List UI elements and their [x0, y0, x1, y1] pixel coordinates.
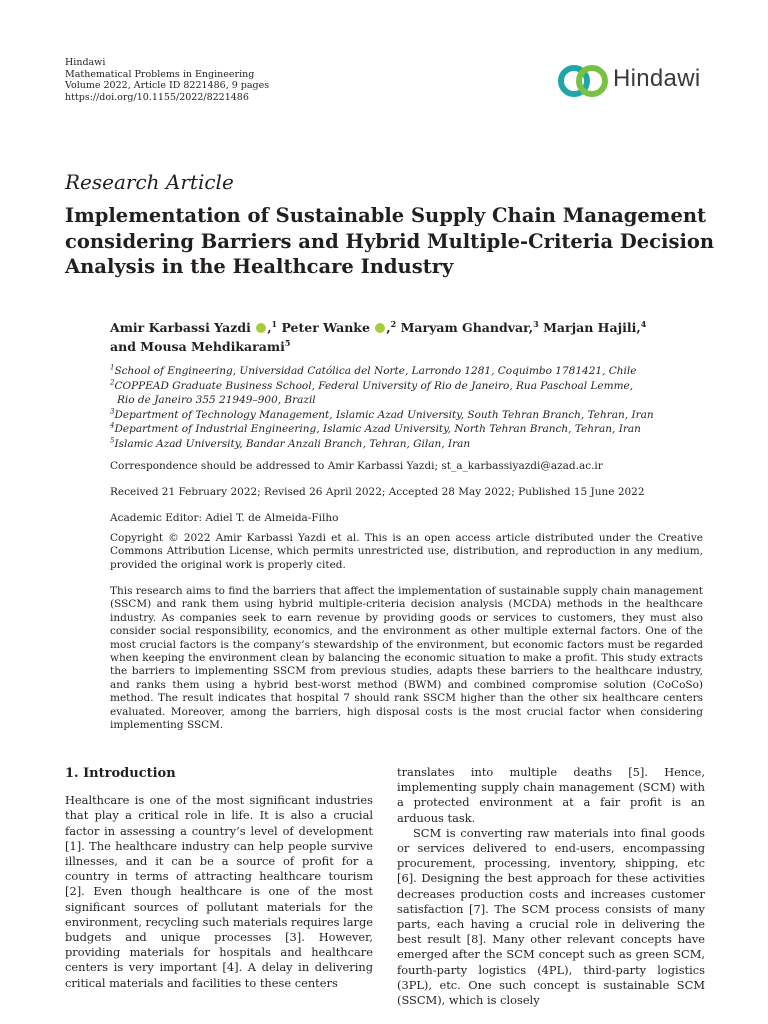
copyright-notice: Copyright © 2022 Amir Karbassi Yazdi et al. This is an open access article distributed under the Creative Commons Attribution License, which permits unrestricted use, distribution, and reproduction in any medium, provided the original work is properly cited.	[110, 532, 703, 571]
affiliation-text: Department of Industrial Engineering, Islamic Azad University, North Tehran Branch, Tehran, Iran	[114, 423, 641, 435]
affiliation-text: Islamic Azad University, Bandar Anzali Branch, Tehran, Gilan, Iran	[114, 437, 471, 450]
affiliation-sup: 4	[110, 421, 115, 430]
correspondence: Correspondence should be addressed to Amir Karbassi Yazdi; st_a_karbassiyazdi@azad.ac.ir	[110, 460, 603, 472]
affiliation-sup: 5	[110, 436, 115, 444]
affiliation-text: School of Engineering, Universidad Católica del Norte, Larrondo 1281, Coquimbo 1781421, Chile	[114, 365, 637, 377]
author-list: Amir Karbassi Yazdi ,$^1$ Peter Wanke ,$^2$ Maryam Ghandvar,$^3$ Marjan Hajili,$^4$ and Mousa Mehdikarami$^5$	[110, 318, 647, 354]
affiliation	[110, 422, 720, 437]
logo-text: Hindawi	[613, 65, 701, 92]
body-paragraph: Healthcare is one of the most significant industries that play a critical role in life. It is also a crucial factor in assessing a country’s level of development [1]. The healthcare industry can help people survive illnesses, and it can be a source of profit for a country in terms of attracting healthcare tourism [2]. Even though healthcare is one of the most significant sources of pollutant materials for the environment, recycling such materials requires large budgets and unique processes [3]. However, providing materials for hospitals and healthcare centers is very important [4]. A delay in delivering critical materials and facilities to these centers	[65, 793, 373, 990]
publication-dates: Received 21 February 2022; Revised 26 April 2022; Accepted 28 May 2022; Published 15 June 2022	[110, 486, 645, 498]
publisher-name: Hindawi	[65, 57, 106, 68]
abstract: This research aims to find the barriers that affect the implementation of sustainable supply chain management (SSCM) and rank them using hybrid multiple-criteria decision analysis (MCDA) methods in the healthcare industry. As companies seek to earn revenue by providing goods or services to customers, they must also consider social responsibility, economics, and the environment as other multiple external factors. One of the most crucial factors is the company’s stewardship of the environment, but economic factors must be regarded when keeping the environment clean by balancing the economic situation to make a profit. This study extracts the barriers to implementing SSCM from previous studies, adapts these barriers to the healthcare industry, and ranks them using a hybrid best-worst method (BWM) and combined compromise solution (CoCoSo) method. The result indicates that hospital 7 should rank SSCM higher than the other six healthcare centers evaluated. Moreover, among the barriers, high disposal costs is the most crucial factor when considering implementing SSCM.	[110, 585, 703, 732]
affiliation	[110, 408, 720, 423]
orcid-icon[interactable]	[256, 323, 266, 333]
affiliation	[110, 393, 720, 408]
doi-link[interactable]: https://doi.org/10.1155/2022/8221486	[65, 91, 249, 103]
author-sup: 4	[640, 318, 647, 329]
affiliation	[110, 379, 720, 394]
body-column-right	[397, 765, 705, 1008]
affiliation-text: Department of Technology Management, Islamic Azad University, South Tehran Branch, Tehran, Iran	[114, 408, 654, 421]
author-name: and Mousa Mehdikarami	[110, 339, 285, 354]
journal-name: Mathematical Problems in Engineering	[65, 68, 255, 80]
affiliations	[110, 364, 720, 451]
author-name: Maryam Ghandvar	[400, 320, 529, 335]
affiliation-sup: 2	[110, 378, 115, 386]
academic-editor: Academic Editor: Adiel T. de Almeida-Filho	[110, 512, 339, 524]
author-sup: 5	[284, 337, 291, 348]
affiliation-sup: 3	[110, 407, 115, 415]
paper-title: Implementation of Sustainable Supply Chain Management considering Barriers and Hybrid Multiple-Criteria Decision Analysis in the Healthcare Industry	[65, 204, 715, 278]
body-paragraph: translates into multiple deaths [5]. Hence, implementing supply chain management (SCM) with a protected environment at a fair profit is an arduous task.	[397, 765, 705, 825]
hindawi-logo[interactable]	[556, 60, 716, 102]
body-column-left	[65, 760, 373, 991]
author-sup: 3	[533, 318, 539, 329]
author-sup: 1	[271, 318, 278, 329]
body-paragraph: SCM is converting raw materials into final goods or services delivered to end-users, encompassing procurement, processing, inventory, shipping, etc [6]. Designing the best approach for these activities decreases production costs and increases customer satisfaction [7]. The SCM process consists of many parts, each having a crucial role in delivering the best result [8]. Many other relevant concepts have emerged after the SCM concept such as green SCM, fourth-party logistics (4PL), third-party logistics (3PL), etc. One such concept is sustainable SCM (SSCM), which is closely	[397, 825, 705, 1008]
orcid-icon[interactable]	[375, 323, 385, 333]
author-name: Amir Karbassi Yazdi	[110, 320, 251, 335]
journal-meta	[65, 57, 269, 103]
hindawi-rings-icon	[556, 60, 612, 102]
affiliation-text: Rio de Janeiro 355 21949–900, Brazil	[117, 394, 316, 406]
author-name: Marjan Hajili	[543, 320, 637, 335]
author-name: Peter Wanke	[281, 320, 370, 335]
affiliation	[110, 437, 720, 452]
article-type: Research Article	[65, 170, 234, 194]
affiliation-sup: 1	[110, 363, 115, 372]
affiliation-text: COPPEAD Graduate Business School, Federal University of Rio de Janeiro, Rua Paschoal Lemme,	[114, 379, 634, 392]
volume-line: Volume 2022, Article ID 8221486, 9 pages	[65, 80, 270, 92]
affiliation	[110, 364, 720, 379]
section-heading: 1. Introduction	[65, 766, 176, 781]
author-sup: 2	[390, 318, 397, 329]
